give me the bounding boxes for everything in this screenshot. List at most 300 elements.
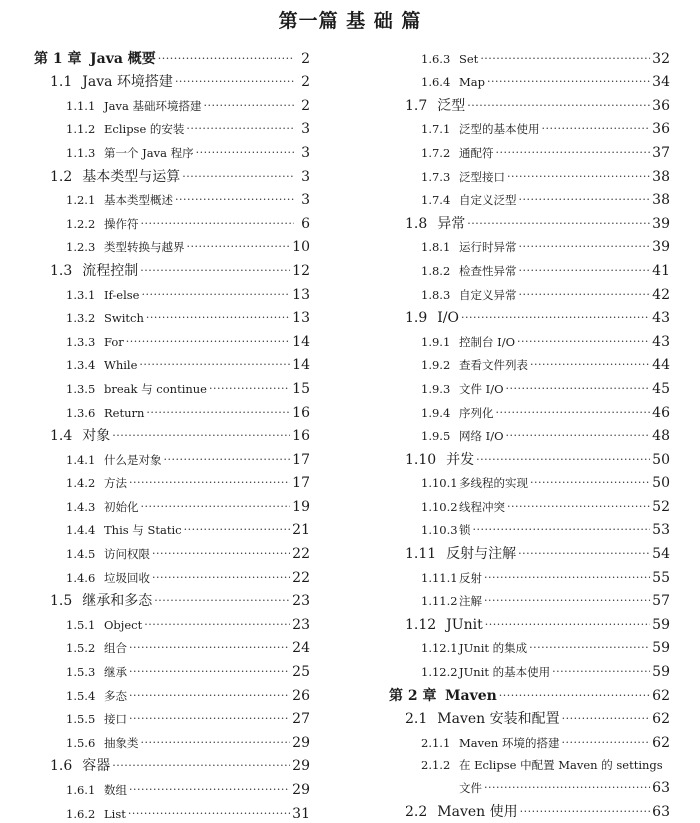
toc-page-number: 16 (292, 428, 310, 445)
dot-leader (519, 238, 651, 256)
dot-leader (519, 191, 651, 209)
toc-subsection[interactable] (34, 563, 310, 587)
toc-page-number: 50 (652, 451, 670, 468)
toc-subsection[interactable] (34, 398, 310, 422)
toc-entry-number: 1.12.2 (421, 665, 458, 680)
toc-entry-title: 多态 (104, 688, 127, 703)
toc-page-number: 3 (301, 192, 310, 209)
toc-page-number: 37 (652, 144, 670, 161)
toc-entry-title: 泛型的基本使用 (459, 122, 540, 137)
toc-entry-number: 1.1 (50, 74, 73, 91)
toc-page-number: 2 (301, 74, 310, 91)
toc-subsection[interactable] (389, 398, 670, 422)
toc-page-number: 22 (292, 569, 310, 586)
dot-leader (196, 144, 294, 162)
toc-page-number: 16 (292, 404, 310, 421)
toc-page-number: 3 (301, 144, 310, 161)
toc-entry-title: While (104, 358, 138, 373)
toc-subsection[interactable] (34, 374, 310, 398)
toc-subsection[interactable] (34, 469, 310, 493)
dot-leader (184, 521, 291, 539)
dot-leader (519, 286, 651, 304)
toc-page-number: 15 (292, 380, 310, 397)
toc-subsection[interactable] (389, 492, 670, 516)
dot-leader (507, 498, 650, 516)
toc-page-number: 29 (292, 758, 310, 775)
toc-page-number: 14 (292, 333, 310, 350)
toc-subsection[interactable] (34, 233, 310, 257)
toc-section[interactable] (389, 797, 670, 821)
toc-entry-title: 反射与注解 (446, 546, 517, 563)
toc-entry-title: 泛型 (437, 97, 466, 114)
toc-entry-number: 1.9 (405, 310, 428, 327)
toc-entry-number: 1.11.2 (421, 594, 458, 609)
toc-subsection[interactable] (389, 752, 670, 774)
toc-subsection[interactable] (389, 374, 670, 398)
toc-subsection[interactable] (389, 256, 670, 280)
dot-leader (141, 734, 291, 752)
toc-entry-title: 容器 (82, 758, 111, 775)
toc-entry-title: 自定义异常 (459, 287, 517, 302)
toc-page-number: 55 (652, 569, 670, 586)
toc-entry-title: 抽象类 (104, 735, 139, 750)
dot-leader (530, 356, 650, 374)
toc-page-number: 54 (652, 546, 670, 563)
toc-entry-title: 方法 (104, 476, 127, 491)
toc-entry-title: Java 环境搭建 (82, 74, 173, 91)
toc-subsection[interactable] (389, 634, 670, 658)
toc-page-number: 13 (292, 286, 310, 303)
toc-entry-title: Eclipse 的安装 (104, 122, 185, 137)
dot-leader (203, 97, 294, 115)
dot-leader (552, 663, 650, 681)
toc-entry-number: 1.9.4 (421, 405, 451, 420)
toc-subsection[interactable] (389, 657, 670, 681)
toc-subsection[interactable] (34, 728, 310, 752)
toc-entry-title: 接口 (104, 712, 127, 727)
toc-entry-number: 1.3.6 (66, 405, 96, 420)
dot-leader (129, 474, 290, 492)
toc-page-number: 46 (652, 404, 670, 421)
dot-leader (461, 309, 650, 327)
toc-entry-number: 1.3.1 (66, 287, 96, 302)
toc-entry-number: 1.9.1 (421, 334, 451, 349)
toc-entry-title: 继承 (104, 665, 127, 680)
toc-subsection[interactable] (389, 516, 670, 540)
toc-entry-number: 1.8.2 (421, 263, 451, 278)
toc-subsection[interactable] (389, 587, 670, 611)
toc-entry-title: This 与 Static (104, 523, 182, 538)
toc-section[interactable] (34, 68, 310, 92)
toc-entry-number: 2.1.2 (421, 757, 451, 772)
toc-page-number: 53 (652, 522, 670, 539)
toc-entry-title: JUnit (446, 616, 483, 633)
toc-subsection[interactable] (34, 705, 310, 729)
toc-page-number: 36 (652, 97, 670, 114)
toc-section[interactable] (389, 610, 670, 634)
dot-leader (487, 73, 650, 91)
dot-leader (530, 474, 650, 492)
toc-subsection[interactable] (34, 138, 310, 162)
toc-entry-title: 多线程的实现 (459, 476, 528, 491)
dot-leader (480, 50, 650, 68)
toc-entry-title: Maven 环境的搭建 (459, 735, 560, 750)
toc-page-number: 3 (301, 121, 310, 138)
toc-entry-number: 1.12.1 (421, 641, 458, 656)
toc-subsection[interactable] (34, 492, 310, 516)
toc-entry-title: Map (459, 75, 485, 90)
toc-entry-number: 1.10.2 (421, 499, 458, 514)
dot-leader (129, 710, 290, 728)
toc-entry-number: 2.1.1 (421, 735, 451, 750)
toc-entry-title: 初始化 (104, 499, 139, 514)
toc-entry-number: 1.7.4 (421, 193, 451, 208)
toc-page-number: 24 (292, 640, 310, 657)
toc-page-number: 36 (652, 121, 670, 138)
toc-entry-number: 1.2 (50, 168, 73, 185)
toc-section[interactable] (34, 422, 310, 446)
toc-entry-title: List (104, 806, 126, 821)
toc-entry-title: 文件 I/O (459, 381, 504, 396)
toc-entry-title: JUnit 的基本使用 (459, 665, 551, 680)
toc-subsection[interactable] (34, 445, 310, 469)
toc-entry-number: 2.1 (405, 711, 428, 728)
toc-entry-title: 组合 (104, 641, 127, 656)
toc-subsection[interactable] (34, 634, 310, 658)
toc-page-number: 21 (292, 522, 310, 539)
dot-leader (144, 616, 290, 634)
toc-page-number: 57 (652, 593, 670, 610)
toc-entry-number: 第 1 章 (34, 50, 82, 67)
dot-leader (182, 168, 294, 186)
toc-page-number: 59 (652, 664, 670, 681)
dot-leader (499, 687, 650, 705)
toc-entry-title: 对象 (82, 428, 111, 445)
dot-leader (542, 120, 651, 138)
dot-leader (164, 451, 291, 469)
toc-subsection[interactable] (34, 799, 310, 823)
toc-right-column (389, 44, 670, 821)
toc-entry-title: Return (104, 405, 145, 420)
toc-page-number: 34 (652, 74, 670, 91)
toc-section[interactable] (34, 256, 310, 280)
toc-entry-number: 1.6 (50, 758, 73, 775)
toc-page-number: 41 (652, 262, 670, 279)
toc-subsection[interactable] (389, 351, 670, 375)
toc-page-number: 43 (652, 310, 670, 327)
toc-entry-number: 1.3.2 (66, 311, 96, 326)
toc-entry-title: break 与 continue (104, 381, 207, 396)
toc-entry-title: 访问权限 (104, 547, 150, 562)
dot-leader (473, 521, 651, 539)
dot-leader (126, 333, 290, 351)
toc-entry-number: 1.2.3 (66, 240, 96, 255)
toc-entry-number: 1.3.4 (66, 358, 96, 373)
dot-leader (129, 639, 290, 657)
toc-page-number: 22 (292, 546, 310, 563)
toc-section[interactable] (389, 539, 670, 563)
toc-entry-title: 类型转换与越界 (104, 240, 185, 255)
toc-section[interactable] (34, 162, 310, 186)
toc-page-number: 27 (292, 711, 310, 728)
toc-entry-number: 1.4.5 (66, 547, 96, 562)
toc-subsection[interactable] (34, 610, 310, 634)
toc-section[interactable] (34, 587, 310, 611)
toc-subsection[interactable] (389, 186, 670, 210)
toc-page-number: 32 (652, 50, 670, 67)
toc-page-number: 13 (292, 310, 310, 327)
toc-page-number: 52 (652, 498, 670, 515)
toc-entry-title: 注解 (459, 594, 482, 609)
dot-leader (484, 569, 650, 587)
toc-entry-number: 1.7.1 (421, 122, 451, 137)
toc-entry-number: 1.11.1 (421, 570, 458, 585)
toc-entry-title: I/O (437, 310, 459, 327)
dot-leader (187, 238, 291, 256)
toc-chapter[interactable] (34, 44, 310, 68)
toc-entry-number: 1.1.3 (66, 145, 96, 160)
dot-leader (112, 427, 290, 445)
dot-leader (507, 168, 650, 186)
toc-subsection[interactable] (34, 91, 310, 115)
toc-entry-number: 1.9.3 (421, 381, 451, 396)
toc-entry-title: Maven (445, 687, 497, 704)
toc-entry-title: 检查性异常 (459, 263, 517, 278)
toc-entry-title: Java 基础环境搭建 (104, 98, 202, 113)
toc-entry-title: 查看文件列表 (459, 358, 528, 373)
dot-leader (506, 427, 651, 445)
toc-subsection[interactable] (34, 327, 310, 351)
dot-leader (139, 356, 290, 374)
toc-section[interactable] (389, 304, 670, 328)
toc-entry-number: 1.10 (405, 451, 437, 468)
toc-page-number: 31 (292, 805, 310, 822)
dot-leader (485, 616, 650, 634)
toc-page-number: 39 (652, 215, 670, 232)
dot-leader (476, 451, 650, 469)
toc-subsection[interactable] (389, 138, 670, 162)
toc-subsection[interactable] (389, 422, 670, 446)
toc-entry-title: 流程控制 (82, 262, 139, 279)
dot-leader (520, 803, 651, 821)
dot-leader (129, 687, 290, 705)
dot-leader (496, 144, 651, 162)
toc-subsection[interactable] (34, 516, 310, 540)
toc-page-number: 23 (292, 616, 310, 633)
toc-entry-title: For (104, 334, 124, 349)
toc-entry-number: 2.2 (405, 804, 428, 820)
dot-leader (467, 215, 650, 233)
toc-entry-number: 1.4.4 (66, 523, 96, 538)
toc-subsection[interactable] (389, 469, 670, 493)
toc-page-number: 25 (292, 664, 310, 681)
toc-entry-title: 基本类型概述 (104, 193, 173, 208)
toc-entry-number: 1.1.2 (66, 122, 96, 137)
toc-entry-number: 1.10.3 (421, 523, 458, 538)
toc-entry-title: 并发 (446, 451, 475, 468)
toc-section[interactable] (34, 752, 310, 776)
toc-subsection[interactable] (34, 351, 310, 375)
toc-entry-title: 控制台 I/O (459, 334, 516, 349)
dot-leader (175, 191, 294, 209)
toc-entry-number: 1.6.3 (421, 51, 451, 66)
dot-leader (484, 592, 650, 610)
toc-entry-number: 1.12 (405, 616, 437, 633)
toc-subsection[interactable] (34, 681, 310, 705)
toc-entry-number: 1.6.2 (66, 806, 96, 821)
toc-page-number: 50 (652, 475, 670, 492)
toc-entry-number: 1.7 (405, 97, 428, 114)
toc-entry-title: 自定义泛型 (459, 193, 517, 208)
dot-leader (209, 380, 290, 398)
toc-subsection[interactable] (389, 233, 670, 257)
toc-subsection[interactable] (389, 728, 670, 752)
toc-entry-title: 网络 I/O (459, 429, 504, 444)
toc-subsection[interactable] (389, 68, 670, 92)
toc-subsection[interactable] (389, 774, 670, 798)
dot-leader (158, 50, 294, 68)
toc-subsection[interactable] (34, 539, 310, 563)
toc-entry-title: 垃圾回收 (104, 570, 150, 585)
dot-leader (141, 215, 295, 233)
toc-subsection[interactable] (389, 327, 670, 351)
dot-leader (529, 639, 650, 657)
toc-entry-number: 1.5.5 (66, 712, 96, 727)
toc-section[interactable] (389, 91, 670, 115)
toc-page-number: 44 (652, 357, 670, 374)
toc-entry-number: 1.7.2 (421, 145, 451, 160)
toc-entry-title: Set (459, 51, 479, 66)
dot-leader (146, 404, 290, 422)
dot-leader (562, 710, 651, 728)
toc-entry-number: 1.8 (405, 215, 428, 232)
toc-entry-title: Maven 安装和配置 (437, 711, 560, 728)
toc-entry-title: 操作符 (104, 216, 139, 231)
toc-entry-title: Maven 使用 (437, 804, 518, 820)
toc-entry-number: 1.10.1 (421, 476, 458, 491)
toc-page-number: 17 (292, 475, 310, 492)
toc-entry-number: 1.5 (50, 593, 73, 610)
toc-entry-number: 1.8.3 (421, 287, 451, 302)
toc-page-number: 63 (652, 780, 670, 797)
toc-entry-number: 1.5.2 (66, 641, 96, 656)
toc-page-number: 29 (292, 734, 310, 751)
toc-section[interactable] (389, 445, 670, 469)
toc-entry-title: Java 概要 (90, 50, 156, 67)
toc-page-number: 3 (301, 168, 310, 185)
toc-entry-number: 1.2.1 (66, 193, 96, 208)
toc-subsection[interactable] (389, 563, 670, 587)
toc-page-number: 62 (652, 734, 670, 751)
toc-page-number: 12 (292, 262, 310, 279)
toc-page-number: 45 (652, 380, 670, 397)
toc-entry-number: 1.5.4 (66, 688, 96, 703)
toc-page-number: 38 (652, 192, 670, 209)
toc-page-number: 59 (652, 616, 670, 633)
toc-subsection[interactable] (389, 115, 670, 139)
toc-page-number: 43 (652, 333, 670, 350)
toc-entry-title: 数组 (104, 783, 127, 797)
part-title: 第一篇 基 础 篇 (278, 10, 422, 32)
toc-entry-title: 文件 (459, 781, 482, 796)
toc-subsection[interactable] (34, 657, 310, 681)
toc-entry-number: 1.5.3 (66, 665, 96, 680)
dot-leader (129, 663, 290, 681)
toc-entry-number: 1.4.6 (66, 570, 96, 585)
dot-leader (186, 120, 294, 138)
toc-subsection[interactable] (34, 775, 310, 799)
toc-entry-number: 1.5.1 (66, 617, 96, 632)
dot-leader (128, 805, 290, 823)
dot-leader (152, 569, 290, 587)
toc-page-number: 48 (652, 428, 670, 445)
toc-subsection[interactable] (34, 304, 310, 328)
toc-page-number: 14 (292, 357, 310, 374)
toc-entry-title: 异常 (437, 215, 466, 232)
toc-subsection[interactable] (389, 280, 670, 304)
toc-page-number: 2 (301, 50, 310, 67)
toc-page-number: 59 (652, 640, 670, 657)
toc-subsection[interactable] (34, 280, 310, 304)
toc-subsection[interactable] (34, 209, 310, 233)
toc-page-number: 10 (292, 239, 310, 256)
toc-page-number: 26 (292, 687, 310, 704)
toc-subsection[interactable] (389, 44, 670, 68)
toc-page-number: 42 (652, 286, 670, 303)
toc-page-number: 2 (301, 97, 310, 114)
toc-entry-title: 继承和多态 (82, 593, 153, 610)
toc-section[interactable] (389, 209, 670, 233)
toc-entry-title: 序列化 (459, 405, 494, 420)
toc-entry-number: 1.4.2 (66, 476, 96, 491)
dot-leader (506, 380, 651, 398)
toc-page-number: 38 (652, 168, 670, 185)
dot-leader (496, 404, 651, 422)
toc-entry-number: 1.3.5 (66, 381, 96, 396)
toc-page-number: 6 (301, 215, 310, 232)
toc-entry-title: 在 Eclipse 中配置 Maven 的 settings (459, 757, 663, 772)
toc-entry-title: 什么是对象 (104, 452, 162, 467)
toc-entry-number: 1.6.4 (421, 75, 451, 90)
dot-leader (141, 498, 291, 516)
toc-entry-number: 1.4.1 (66, 452, 96, 467)
toc-entry-title: 线程冲突 (459, 499, 505, 514)
dot-leader (146, 309, 290, 327)
toc-entry-number: 1.3 (50, 262, 73, 279)
toc-page-number: 62 (652, 687, 670, 704)
toc-page-number: 29 (292, 782, 310, 798)
toc-entry-number: 1.9.5 (421, 429, 451, 444)
dot-leader (484, 779, 650, 797)
toc-section[interactable] (389, 705, 670, 729)
toc-entry-number: 第 2 章 (389, 687, 437, 704)
toc-chapter[interactable] (389, 681, 670, 705)
toc-entry-number: 1.2.2 (66, 216, 96, 231)
toc-entry-number: 1.4.3 (66, 499, 96, 514)
toc-subsection[interactable] (389, 162, 670, 186)
toc-subsection[interactable] (34, 115, 310, 139)
toc-entry-number: 1.7.3 (421, 169, 451, 184)
dot-leader (467, 97, 650, 115)
toc-page-number: 17 (292, 451, 310, 468)
toc-entry-number: 1.8.1 (421, 240, 451, 255)
toc-entry-title: Switch (104, 311, 144, 326)
toc-subsection[interactable] (34, 186, 310, 210)
toc-entry-number: 1.3.3 (66, 334, 96, 349)
toc-entry-title: Object (104, 617, 143, 632)
dot-leader (152, 545, 290, 563)
toc-entry-title: JUnit 的集成 (459, 641, 528, 656)
